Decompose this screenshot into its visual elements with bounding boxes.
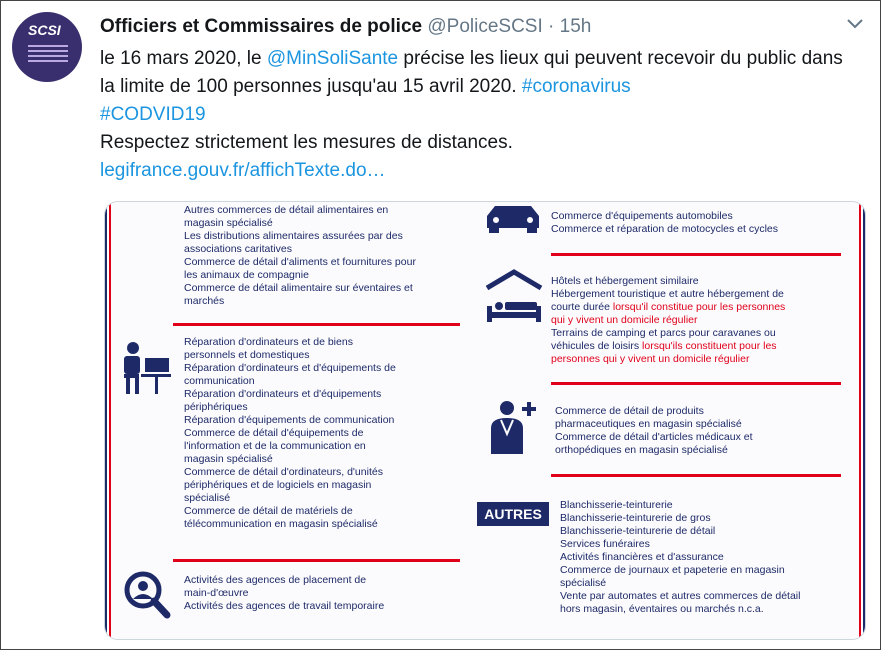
left-block-repair xyxy=(184,336,396,531)
doc-line: Commerce d'équipements automobiles xyxy=(551,210,733,222)
doc-line: Commerce de détail d'équipements de xyxy=(184,427,364,439)
document-image xyxy=(105,202,865,639)
doc-line: Commerce de détail d'aliments et fournitures pour xyxy=(184,256,416,268)
doc-line: Blanchisserie-teinturerie de gros xyxy=(560,512,711,524)
car-icon xyxy=(483,204,543,234)
bed-icon xyxy=(483,268,545,324)
doc-line: Hôtels et hébergement similaire xyxy=(551,275,699,287)
author-handle[interactable]: @PoliceSCSI xyxy=(427,16,543,37)
left-block-food xyxy=(184,204,416,308)
divider-left-2 xyxy=(173,559,460,562)
doc-line: Vente par automates et autres commerces de détail xyxy=(560,590,801,602)
doc-line: Blanchisserie-teinturerie xyxy=(560,499,673,511)
right-block-hotels xyxy=(551,275,785,366)
right-block-pharma xyxy=(555,405,753,457)
doc-line: orthopédiques en magasin spécialisé xyxy=(555,444,728,456)
doc-line: Commerce de détail d'ordinateurs, d'unités xyxy=(184,466,383,478)
attached-image[interactable] xyxy=(104,201,866,640)
avatar-lines xyxy=(28,42,68,65)
computer-user-icon xyxy=(121,340,173,396)
doc-line: main-d'œuvre xyxy=(184,587,249,599)
doc-line: Terrains de camping et parcs pour caravanes ou xyxy=(551,327,776,339)
search-person-icon xyxy=(123,570,171,620)
doc-line: Activités des agences de travail temporaire xyxy=(184,600,385,612)
tweet-text-part2: précise les lieux qui peuvent recevoir du public dans la limite de 100 personnes jusqu'au 15 avril 2020. xyxy=(100,48,843,97)
doc-red-line: personnes qui y vivent un domicile régulier xyxy=(551,353,750,365)
doc-line: Autres commerces de détail alimentaires en xyxy=(184,204,389,216)
divider-right-1 xyxy=(551,253,841,256)
pharmacist-icon xyxy=(485,398,543,456)
doc-line: Commerce et réparation de motocycles et cycles xyxy=(551,223,779,235)
doc-text: véhicules de loisirs xyxy=(551,340,643,352)
hashtag-codvid19[interactable]: #CODVID19 xyxy=(100,104,206,125)
doc-line: marchés xyxy=(184,295,225,307)
divider-right-3 xyxy=(551,474,841,477)
doc-line: spécialisé xyxy=(184,492,231,504)
chevron-down-icon[interactable] xyxy=(846,18,864,30)
doc-line: télécommunication en magasin spécialisé xyxy=(184,518,378,530)
doc-line: périphériques xyxy=(184,401,248,413)
doc-text: courte durée xyxy=(551,301,613,313)
doc-line: Activités des agences de placement de xyxy=(184,574,367,586)
author-name[interactable]: Officiers et Commissaires de police xyxy=(100,16,423,37)
doc-line: Blanchisserie-teinturerie de détail xyxy=(560,525,716,537)
doc-line: Commerce de détail de produits xyxy=(555,405,704,417)
doc-line: magasin spécialisé xyxy=(184,217,273,229)
doc-line: hors magasin, éventaires ou marchés n.c.a. xyxy=(560,603,764,615)
doc-line: Réparation d'ordinateurs et d'équipements de xyxy=(184,362,396,374)
right-border-stripe xyxy=(859,202,865,639)
right-block-auto xyxy=(551,210,778,236)
doc-line: l'information et de la communication en xyxy=(184,440,366,452)
doc-red-text: lorsqu'il constitue pour les personnes xyxy=(612,301,786,313)
left-border-stripe xyxy=(105,202,111,639)
avatar[interactable] xyxy=(12,12,82,82)
avatar-logo-text: SCSI xyxy=(28,22,61,38)
divider-right-2 xyxy=(551,382,841,385)
doc-line: Commerce de détail de matériels de xyxy=(184,505,353,517)
doc-line: Activités financières et d'assurance xyxy=(560,551,724,563)
doc-line: communication xyxy=(184,375,255,387)
tweet-text-line2: Respectez strictement les mesures de distances. xyxy=(100,132,513,153)
legifrance-link[interactable]: legifrance.gouv.fr/affichTexte.do… xyxy=(100,160,386,181)
doc-line: les animaux de compagnie xyxy=(184,269,309,281)
tweet-time[interactable]: 15h xyxy=(559,16,592,37)
right-block-others xyxy=(560,499,800,616)
doc-line: magasin spécialisé xyxy=(184,453,273,465)
doc-line xyxy=(551,301,785,314)
hashtag-coronavirus[interactable]: #coronavirus xyxy=(521,76,631,97)
tweet-header xyxy=(100,16,591,38)
header-separator: · xyxy=(548,16,555,37)
doc-line: Commerce de journaux et papeterie en magasin xyxy=(560,564,785,576)
doc-line: Commerce de détail d'articles médicaux et xyxy=(555,431,753,443)
left-block-agencies xyxy=(184,574,384,613)
doc-red-line: qui y vivent un domicile régulier xyxy=(551,314,698,326)
autres-label: AUTRES xyxy=(477,502,549,526)
doc-line: Hébergement touristique et autre hébergement de xyxy=(551,288,784,300)
divider-left-1 xyxy=(173,323,460,326)
doc-line: Commerce de détail alimentaire sur éventaires et xyxy=(184,282,413,294)
tweet-text-part1: le 16 mars 2020, le xyxy=(100,48,267,69)
doc-line: Les distributions alimentaires assurées par des xyxy=(184,230,403,242)
doc-line: périphériques et de logiciels en magasin xyxy=(184,479,372,491)
doc-line: spécialisé xyxy=(560,577,607,589)
doc-line: Services funéraires xyxy=(560,538,650,550)
tweet-text xyxy=(100,45,860,185)
mention-link[interactable]: @MinSoliSante xyxy=(266,48,399,69)
doc-line: personnels et domestiques xyxy=(184,349,310,361)
doc-line: Réparation d'équipements de communication xyxy=(184,414,395,426)
doc-line: Réparation d'ordinateurs et d'équipements xyxy=(184,388,382,400)
doc-line xyxy=(551,340,785,353)
doc-line: Réparation d'ordinateurs et de biens xyxy=(184,336,353,348)
doc-line: pharmaceutiques en magasin spécialisé xyxy=(555,418,742,430)
doc-red-text: lorsqu'ils constituent pour les xyxy=(642,340,777,352)
doc-line: associations caritatives xyxy=(184,243,292,255)
